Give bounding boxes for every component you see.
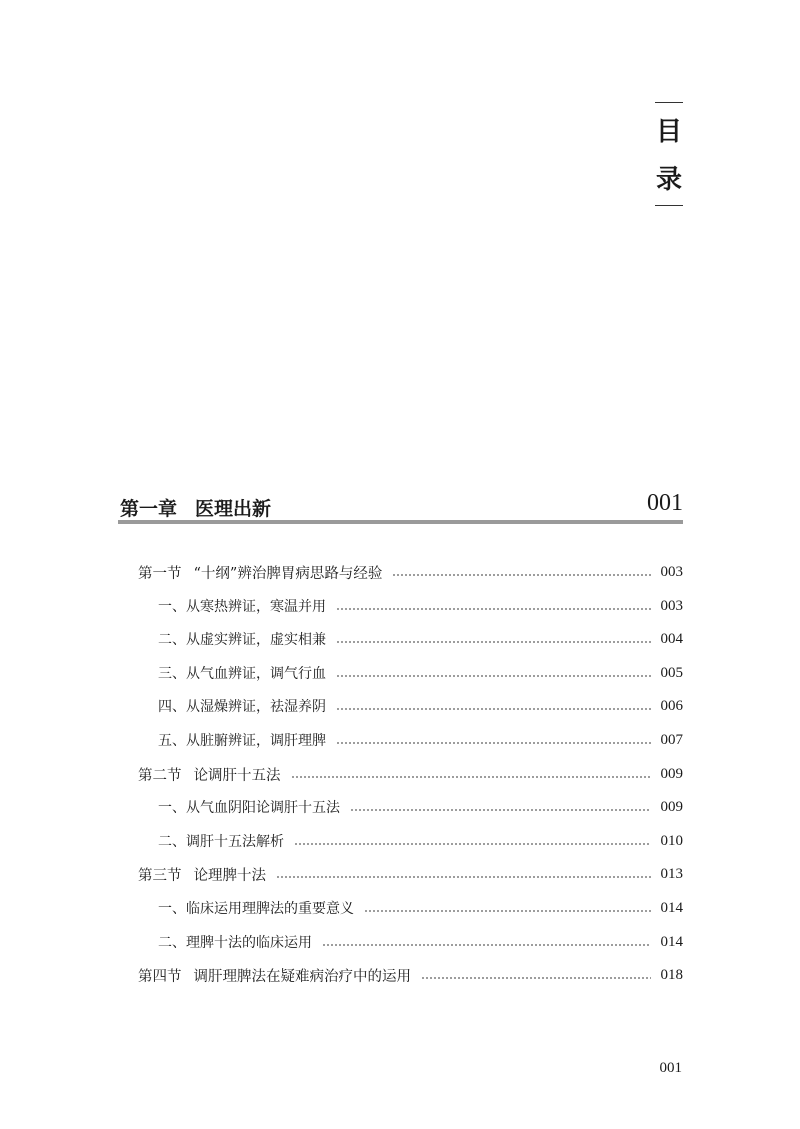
dot-leader <box>294 843 651 845</box>
toc-item-entry[interactable] <box>158 662 683 684</box>
entry-title: 三、从气血辨证，调气行血 <box>158 666 326 682</box>
entry-title: “十纲”辨治脾胃病思路与经验 <box>193 565 383 582</box>
entry-page-number: 014 <box>660 933 683 950</box>
entry-title: 论调肝十五法 <box>193 767 281 784</box>
entry-page-number: 009 <box>660 798 683 815</box>
entry-title: 一、从寒热辨证，寒温并用 <box>158 599 326 615</box>
chapter-page-number: 001 <box>647 490 683 516</box>
dot-leader <box>336 675 651 677</box>
toc-section-entry[interactable] <box>138 561 683 583</box>
entry-page-number: 018 <box>660 966 683 983</box>
entry-page-number: 010 <box>660 832 683 849</box>
entry-page-number: 003 <box>660 597 683 614</box>
toc-item-entry[interactable] <box>158 796 683 818</box>
entry-page-number: 005 <box>660 664 683 681</box>
toc-heading <box>655 102 683 206</box>
dot-leader <box>421 977 651 979</box>
section-number: 第三节 <box>138 867 182 884</box>
dot-leader <box>350 809 651 811</box>
toc-item-entry[interactable] <box>158 695 683 717</box>
toc-heading-char: 录 <box>655 165 682 195</box>
entry-title: 二、调肝十五法解析 <box>158 834 284 850</box>
entry-title: 五、从脏腑辨证，调肝理脾 <box>158 733 326 749</box>
chapter-number: 第一章 <box>120 498 178 520</box>
entry-title: 调肝理脾法在疑难病治疗中的运用 <box>193 968 411 985</box>
toc-item-entry[interactable] <box>158 897 683 919</box>
entry-title: 论理脾十法 <box>193 867 266 884</box>
toc-item-entry[interactable] <box>158 595 683 617</box>
dot-leader <box>364 910 651 912</box>
toc-item-entry[interactable] <box>158 628 683 650</box>
entry-page-number: 009 <box>660 765 683 782</box>
toc-section-entry[interactable] <box>138 763 683 785</box>
toc-item-entry[interactable] <box>158 830 683 852</box>
entry-page-number: 006 <box>660 697 683 714</box>
entry-page-number: 014 <box>660 899 683 916</box>
entry-title: 一、从气血阴阳论调肝十五法 <box>158 800 340 816</box>
chapter-name: 医理出新 <box>195 498 272 520</box>
entry-title: 二、理脾十法的临床运用 <box>158 935 312 951</box>
entry-page-number: 007 <box>660 731 683 748</box>
dot-leader <box>276 876 651 878</box>
toc-item-entry[interactable] <box>158 931 683 953</box>
dot-leader <box>336 742 651 744</box>
entry-page-number: 003 <box>660 563 683 580</box>
toc-section-entry[interactable] <box>138 863 683 885</box>
dot-leader <box>322 944 651 946</box>
toc-item-entry[interactable] <box>158 729 683 751</box>
chapter-title <box>120 494 271 521</box>
dot-leader <box>336 708 651 710</box>
section-number: 第一节 <box>138 565 182 582</box>
footer-page-number: 001 <box>659 1060 682 1076</box>
section-number: 第二节 <box>138 767 182 784</box>
chapter-rule <box>118 520 683 524</box>
chapter-heading[interactable] <box>118 488 683 528</box>
dot-leader <box>336 641 651 643</box>
section-number: 第四节 <box>138 968 182 985</box>
dot-leader <box>392 574 650 576</box>
dot-leader <box>336 608 651 610</box>
entry-title: 四、从湿燥辨证，祛湿养阴 <box>158 699 326 715</box>
entry-title: 一、临床运用理脾法的重要意义 <box>158 901 354 917</box>
toc-heading-char: 目 <box>655 117 682 147</box>
entry-page-number: 013 <box>660 865 683 882</box>
dot-leader <box>291 776 651 778</box>
entry-page-number: 004 <box>660 630 683 647</box>
entry-title: 二、从虚实辨证，虚实相兼 <box>158 632 326 648</box>
toc-section-entry[interactable] <box>138 964 683 986</box>
